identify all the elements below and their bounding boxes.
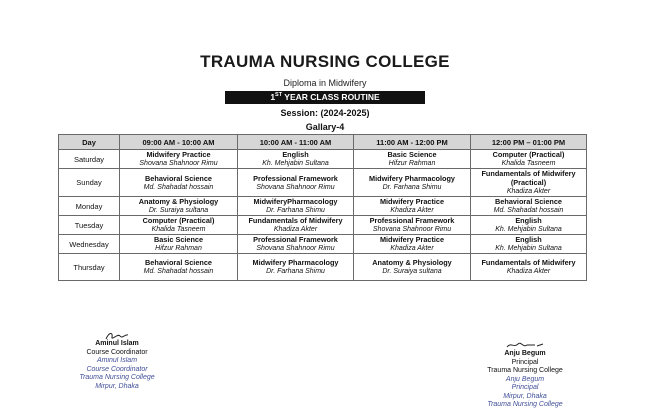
class-slot bbox=[120, 216, 238, 235]
teacher-name: Khadiza Akter bbox=[506, 268, 551, 275]
stamp-line: Course Coordinator bbox=[86, 365, 148, 373]
coordinator-name: Aminul Islam bbox=[95, 340, 139, 347]
gallery-label: Gallary-4 bbox=[305, 122, 345, 132]
subject-name: Basic Science bbox=[153, 235, 204, 244]
subject-name: English bbox=[515, 216, 542, 225]
teacher-name: Dr. Suraiya sultana bbox=[148, 207, 209, 214]
class-slot bbox=[471, 197, 587, 216]
program-name: Diploma in Midwifery bbox=[283, 78, 367, 88]
subject-name: Professional Framework bbox=[369, 216, 455, 225]
teacher-name: Shovana Shahnoor Rimu bbox=[256, 245, 335, 252]
class-slot bbox=[238, 197, 354, 216]
class-slot bbox=[471, 169, 587, 197]
teacher-name: Kh. Mehjabin Sultana bbox=[262, 160, 329, 167]
coordinator-signature bbox=[62, 330, 172, 340]
stamp-line: Trauma Nursing College bbox=[487, 401, 563, 408]
class-slot bbox=[238, 254, 354, 281]
class-routine-table bbox=[58, 134, 587, 281]
class-slot bbox=[471, 254, 587, 281]
column-header: 10:00 AM - 11:00 AM bbox=[238, 135, 354, 150]
class-slot bbox=[120, 235, 238, 254]
class-slot bbox=[120, 254, 238, 281]
subject-name: Fundamentals of Midwifery (Practical) bbox=[481, 169, 576, 187]
table-row bbox=[59, 197, 587, 216]
subject-name: Professional Framework bbox=[253, 235, 338, 244]
subject-name: Anatomy & Physiology bbox=[372, 258, 452, 267]
subject-name: Behavioral Science bbox=[145, 258, 212, 267]
class-slot bbox=[120, 150, 238, 169]
subject-name: Midwifery Practice bbox=[146, 150, 211, 159]
subject-name: Midwifery Practice bbox=[379, 197, 445, 206]
table-row bbox=[59, 254, 587, 281]
teacher-name: Khalida Tasneem bbox=[151, 226, 206, 233]
subject-name: Anatomy & Physiology bbox=[138, 197, 219, 206]
class-slot bbox=[238, 216, 354, 235]
year-number: 1 bbox=[270, 92, 276, 102]
coordinator-title: Course Coordinator bbox=[86, 348, 148, 356]
principal-name: Anju Begum bbox=[504, 350, 546, 357]
teacher-name: Dr. Farhana Shimu bbox=[266, 207, 325, 214]
class-slot bbox=[354, 216, 471, 235]
subject-name: Fundamentals of Midwifery bbox=[248, 216, 343, 225]
teacher-name: Md. Shahadat hossain bbox=[143, 183, 214, 191]
routine-body bbox=[59, 150, 587, 281]
stamp-line: Anju Begum bbox=[505, 375, 545, 383]
stamp-line: Mirpur, Dhaka bbox=[95, 382, 139, 390]
class-slot bbox=[238, 169, 354, 197]
table-header-row bbox=[59, 135, 587, 150]
class-slot bbox=[354, 150, 471, 169]
day-cell: Thursday bbox=[59, 254, 120, 281]
stamp-line: Mirpur, Dhaka bbox=[503, 392, 547, 400]
class-slot bbox=[354, 235, 471, 254]
principal-title: Principal bbox=[511, 358, 539, 366]
class-slot bbox=[120, 169, 238, 197]
year-title: YEAR CLASS ROUTINE bbox=[282, 92, 380, 102]
subject-name: Behavioral Science bbox=[145, 173, 212, 183]
principal-signature bbox=[470, 340, 580, 350]
coordinator-stamp bbox=[62, 357, 172, 391]
class-slot bbox=[471, 235, 587, 254]
teacher-name: Shovana Shahnoor Rimu bbox=[372, 226, 452, 233]
teacher-name: Dr. Farhana Shimu bbox=[382, 183, 442, 191]
teacher-name: Dr. Suraiya sultana bbox=[382, 268, 442, 275]
teacher-name: Dr. Farhana Shimu bbox=[266, 268, 325, 275]
stamp-line: Trauma Nursing College bbox=[79, 374, 155, 381]
subject-name: Professional Framework bbox=[253, 173, 338, 183]
subject-name: Computer (Practical) bbox=[492, 150, 565, 159]
subject-name: English bbox=[515, 235, 542, 244]
year-banner bbox=[225, 91, 425, 104]
day-cell: Sunday bbox=[59, 169, 120, 197]
class-slot bbox=[471, 150, 587, 169]
column-header: 09:00 AM - 10:00 AM bbox=[120, 135, 238, 150]
subject-name: Behavioral Science bbox=[495, 197, 562, 206]
subject-name: Midwifery Pharmacology bbox=[369, 173, 455, 183]
day-cell: Wednesday bbox=[59, 235, 120, 254]
session-label: Session: (2024-2025) bbox=[280, 108, 370, 118]
stamp-line: Principal bbox=[511, 384, 539, 391]
teacher-name: Khalida Tasneem bbox=[501, 160, 556, 167]
subject-name: Basic Science bbox=[387, 150, 437, 159]
coordinator-signature-block bbox=[62, 330, 172, 391]
table-row bbox=[59, 216, 587, 235]
subject-name: Midwifery Practice bbox=[379, 235, 445, 244]
teacher-name: Kh. Mehjabin Sultana bbox=[495, 226, 562, 233]
column-header: 12:00 PM – 01:00 PM bbox=[471, 135, 587, 150]
stamp-line: Aminul Islam bbox=[96, 357, 138, 364]
teacher-name: Kh. Mehjabin Sultana bbox=[495, 245, 562, 252]
subject-name: MidwiferyPharmacology bbox=[253, 197, 338, 206]
teacher-name: Khadiza Akter bbox=[390, 245, 434, 252]
principal-org: Trauma Nursing College bbox=[487, 367, 563, 374]
year-ordinal: ST bbox=[275, 92, 283, 98]
class-slot bbox=[354, 197, 471, 216]
teacher-name: Md. Shahadat hossain bbox=[143, 268, 214, 275]
subject-name: Midwifery Pharmacology bbox=[252, 258, 339, 267]
teacher-name: Khadiza Akter bbox=[390, 207, 434, 214]
day-cell: Tuesday bbox=[59, 216, 120, 235]
class-slot bbox=[238, 150, 354, 169]
class-slot bbox=[471, 216, 587, 235]
teacher-name: Shovana Shahnoor Rimu bbox=[256, 183, 335, 191]
column-header: 11:00 AM - 12:00 PM bbox=[354, 135, 471, 150]
subject-name: English bbox=[282, 150, 309, 159]
teacher-name: Hifzur Rahman bbox=[388, 160, 436, 167]
class-slot bbox=[120, 197, 238, 216]
table-row bbox=[59, 150, 587, 169]
day-cell: Saturday bbox=[59, 150, 120, 169]
class-slot bbox=[354, 254, 471, 281]
teacher-name: Shovana Shahnoor Rimu bbox=[139, 160, 218, 167]
teacher-name: Hifzur Rahman bbox=[155, 245, 202, 252]
table-row bbox=[59, 235, 587, 254]
principal-signature-block bbox=[470, 340, 580, 410]
teacher-name: Khadiza Akter bbox=[506, 188, 551, 195]
subject-name: Computer (Practical) bbox=[142, 216, 215, 225]
day-cell: Monday bbox=[59, 197, 120, 216]
table-row bbox=[59, 169, 587, 197]
class-slot bbox=[354, 169, 471, 197]
column-header: Day bbox=[59, 135, 120, 150]
class-slot bbox=[238, 235, 354, 254]
college-title: TRAUMA NURSING COLLEGE bbox=[200, 52, 450, 71]
teacher-name: Md. Shahadat hossain bbox=[493, 207, 564, 214]
teacher-name: Khadiza Akter bbox=[273, 226, 318, 233]
subject-name: Fundamentals of Midwifery bbox=[481, 258, 576, 267]
principal-stamp bbox=[470, 376, 580, 410]
